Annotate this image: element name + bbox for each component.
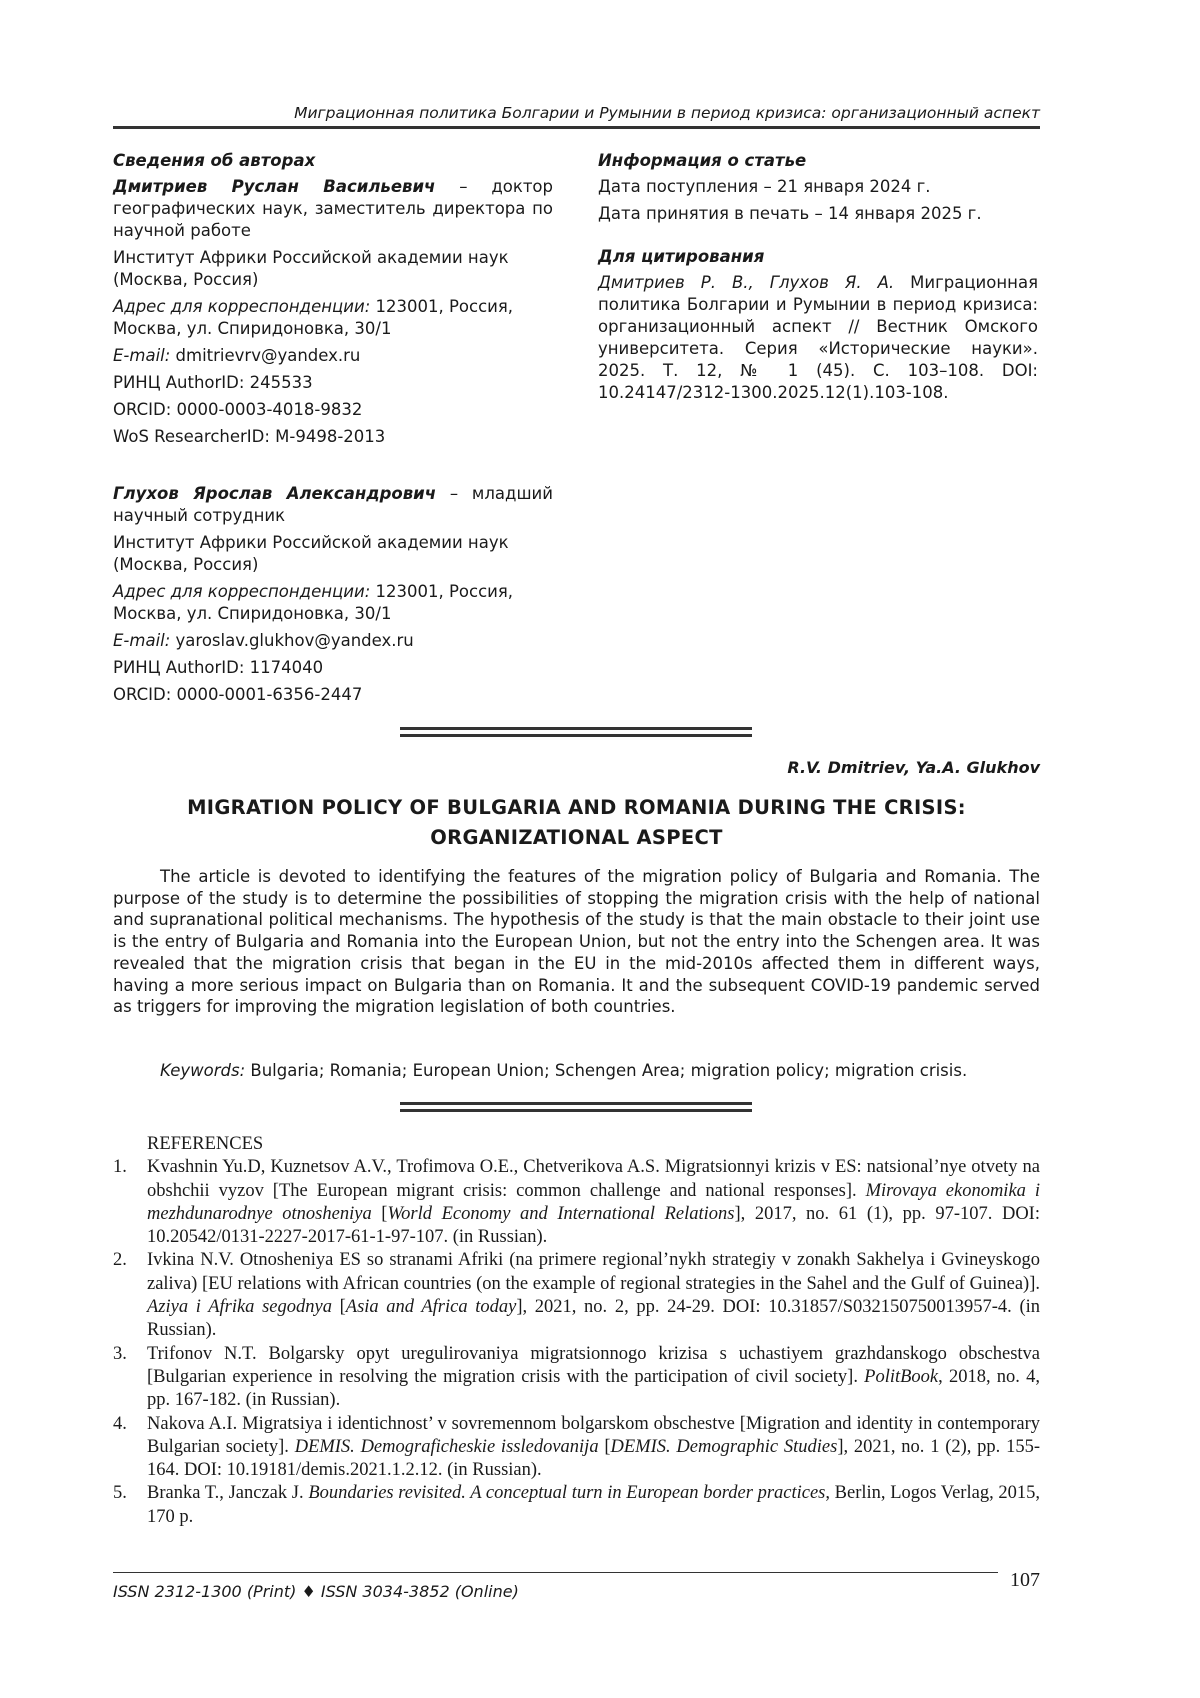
reference-item (113, 1343, 1040, 1413)
citation-body: Миграционная политика Болгарии и Румынии в период кризиса: организационный аспект // Вестник Омского университета. Серия «Исторические науки». 2025. Т. 12, № 1 (45). С. 103–108. DOI: 10.24147/2312-1300.2025.12(1).103-108. (598, 273, 1038, 402)
citation-text (598, 272, 1038, 404)
reference-part: , 2018, no. 4, pp. 167-182. (in Russian). (147, 1366, 1040, 1411)
english-authors: R.V. Dmitriev, Ya.A. Glukhov (787, 758, 1040, 777)
author-2-rinc: РИНЦ AuthorID: 1174040 (113, 658, 324, 677)
reference-journal-en: World Economy and International Relations (387, 1203, 735, 1224)
reference-journal: Mirovaya ekonomika i mezhdunarodnye otnosheniya (147, 1180, 1040, 1224)
separator-rule-bottom (400, 1102, 752, 1112)
article-info-title: Информация о статье (598, 151, 807, 170)
reference-number: 4. (113, 1413, 127, 1434)
author-1-rinc: РИНЦ AuthorID: 245533 (113, 373, 313, 392)
reference-part: [ (331, 1297, 346, 1318)
reference-item (113, 1482, 1040, 1529)
accepted-date: Дата принятия в печать – 14 января 2025 г. (598, 204, 982, 223)
reference-journal: Boundaries revisited. A conceptual turn in European border practices (308, 1483, 826, 1504)
reference-text (147, 1343, 1040, 1413)
reference-text (147, 1249, 1040, 1342)
author-1-institution: Институт Африки Российской академии наук (Москва, Россия) (113, 248, 509, 289)
english-title (113, 793, 1040, 853)
reference-journal: PolitBook (864, 1366, 939, 1387)
reference-part: ], 2017, no. 61 (1), pp. 97-107. DOI: 10.20542/0131-2227-2017-61-1-97-107. (in Russian). (147, 1203, 1040, 1248)
reference-text (147, 1482, 1040, 1529)
english-title-line-1: MIGRATION POLICY OF BULGARIA AND ROMANIA DURING THE CRISIS: (187, 796, 966, 819)
page-number: 107 (1010, 1569, 1040, 1591)
author-1-name: Дмитриев Руслан Васильевич (113, 177, 436, 196)
reference-part: Branka T., Janczak J. (147, 1483, 309, 1504)
reference-journal-en: Asia and Africa today (345, 1297, 517, 1318)
footer-rule (113, 1572, 998, 1573)
author-1-wos: WoS ResearcherID: M-9498-2013 (113, 427, 386, 446)
author-2-header (113, 483, 553, 527)
reference-journal: DEMIS. Demograficheskie issledovanija (294, 1436, 599, 1457)
author-2-email (113, 630, 553, 652)
keywords (160, 1061, 967, 1080)
reference-item (113, 1413, 1040, 1483)
reference-part: ], 2021, no. 2, pp. 24-29. DOI: 10.31857/S032150750013957-4. (in Russian). (147, 1297, 1040, 1341)
author-2-orcid: ORCID: 0000-0001-6356-2447 (113, 685, 363, 704)
reference-journal-en: DEMIS. Demographic Studies (610, 1436, 838, 1457)
abstract: The article is devoted to identifying the features of the migration policy of Bulgaria and Romania. The purpose of the study is to determine the possibilities of stopping the migration crisis with the help of national and supranational political mechanisms. The hypothesis of the study is that the main obstacle to their joint use is the entry of Bulgaria and Romania into the European Union, but not the entry into the Schengen area. It was revealed that the migration crisis that began in the EU in the mid-2010s affected them in different ways, having a more serious impact on Bulgaria than on Romania. It and the subsequent COVID-19 pandemic served as triggers for improving the migration legislation of both countries. (113, 867, 1040, 1017)
reference-part: Ivkina N.V. Otnosheniya ES so stranami Afriki (na primere regional’nykh strategiy v zonakh Sakhelya i Gvineyskogo zaliva) [EU relations with African countries (on the example of regional strategies in the Sahel and the Gulf of Guinea)]. (147, 1250, 1040, 1294)
authors-column (113, 150, 553, 711)
separator-rule-top (400, 727, 752, 737)
author-2-address-value: 123001, Россия, Москва, ул. Спиридоновка, 30/1 (113, 582, 514, 623)
author-1-address-label: Адрес для корреспонденции: (113, 297, 371, 316)
reference-part: Kvashnin Yu.D, Kuznetsov A.V., Trofimova O.E., Chetverikova A.S. Migratsionnyi krizis v ES: natsional’nye otvety na obshchii vyzov [The European migrant crisis: common challenge and national responses]. (147, 1157, 1040, 1201)
author-1-address (113, 296, 553, 340)
author-2-name: Глухов Ярослав Александрович (113, 484, 437, 503)
author-2-email-label: E-mail: (113, 631, 171, 650)
header-rule (113, 126, 1040, 129)
reference-number: 2. (113, 1250, 127, 1271)
author-1-position: – доктор географических наук, заместитель директора по научной работе (113, 177, 553, 240)
reference-journal: Aziya i Afrika segodnya (147, 1297, 332, 1318)
author-2-institution: Институт Африки Российской академии наук (Москва, Россия) (113, 533, 509, 574)
citation-authors: Дмитриев Р. В., Глухов Я. А. (598, 273, 895, 292)
footer-issn: ISSN 2312-1300 (Print) ♦ ISSN 3034-3852 (Online) (113, 1582, 519, 1601)
author-1-email-label: E-mail: (113, 346, 171, 365)
english-title-line-2: ORGANIZATIONAL ASPECT (430, 826, 723, 849)
references-title: REFERENCES (147, 1134, 264, 1154)
reference-text (147, 1156, 1040, 1249)
article-info-column (598, 150, 1038, 409)
received-date: Дата поступления – 21 января 2024 г. (598, 177, 931, 196)
reference-part: , Berlin, Logos Verlag, 2015, 170 p. (147, 1483, 1040, 1527)
keywords-label: Keywords: (160, 1061, 246, 1080)
reference-part: Nakova A.I. Migratsiya i identichnost’ v sovremennom bolgarskom obschestve [Migration and identity in contemporary Bulgarian society]. (147, 1413, 1040, 1457)
reference-part: ], 2021, no. 1 (2), pp. 155-164. DOI: 10.19181/demis.2021.1.2.12. (in Russian). (147, 1436, 1040, 1481)
authors-section-title: Сведения об авторах (113, 151, 316, 170)
reference-item (113, 1156, 1040, 1249)
reference-part: [ (598, 1436, 611, 1457)
reference-text (147, 1413, 1040, 1483)
author-2-email-link[interactable]: yaroslav.glukhov@yandex.ru (170, 631, 414, 650)
reference-part: [ (371, 1203, 388, 1224)
author-1-header (113, 176, 553, 242)
author-1-email-link[interactable]: dmitrievrv@yandex.ru (170, 346, 361, 365)
reference-item (113, 1249, 1040, 1342)
reference-number: 5. (113, 1483, 127, 1504)
reference-number: 1. (113, 1157, 127, 1178)
author-1-orcid: ORCID: 0000-0003-4018-9832 (113, 400, 363, 419)
author-1-address-value: 123001, Россия, Москва, ул. Спиридоновка, 30/1 (113, 297, 514, 338)
reference-part: Trifonov N.T. Bolgarsky opyt uregulirovaniya migratsionnogo krizisa s uchastiyem grazhdanskogo obschestva [Bulgarian experience in resolving the migration crisis with the participation of civil society]. (147, 1343, 1040, 1387)
author-2-position: – младший научный сотрудник (113, 484, 553, 525)
keywords-list: Bulgaria; Romania; European Union; Schengen Area; migration policy; migration crisis. (245, 1061, 968, 1080)
reference-number: 3. (113, 1343, 127, 1364)
author-1-email (113, 345, 553, 367)
citation-title: Для цитирования (598, 247, 765, 266)
running-header: Миграционная политика Болгарии и Румынии в период кризиса: организационный аспект (294, 104, 1040, 122)
references (113, 1133, 1040, 1529)
author-2-address-label: Адрес для корреспонденции: (113, 582, 371, 601)
author-2-address (113, 581, 553, 625)
